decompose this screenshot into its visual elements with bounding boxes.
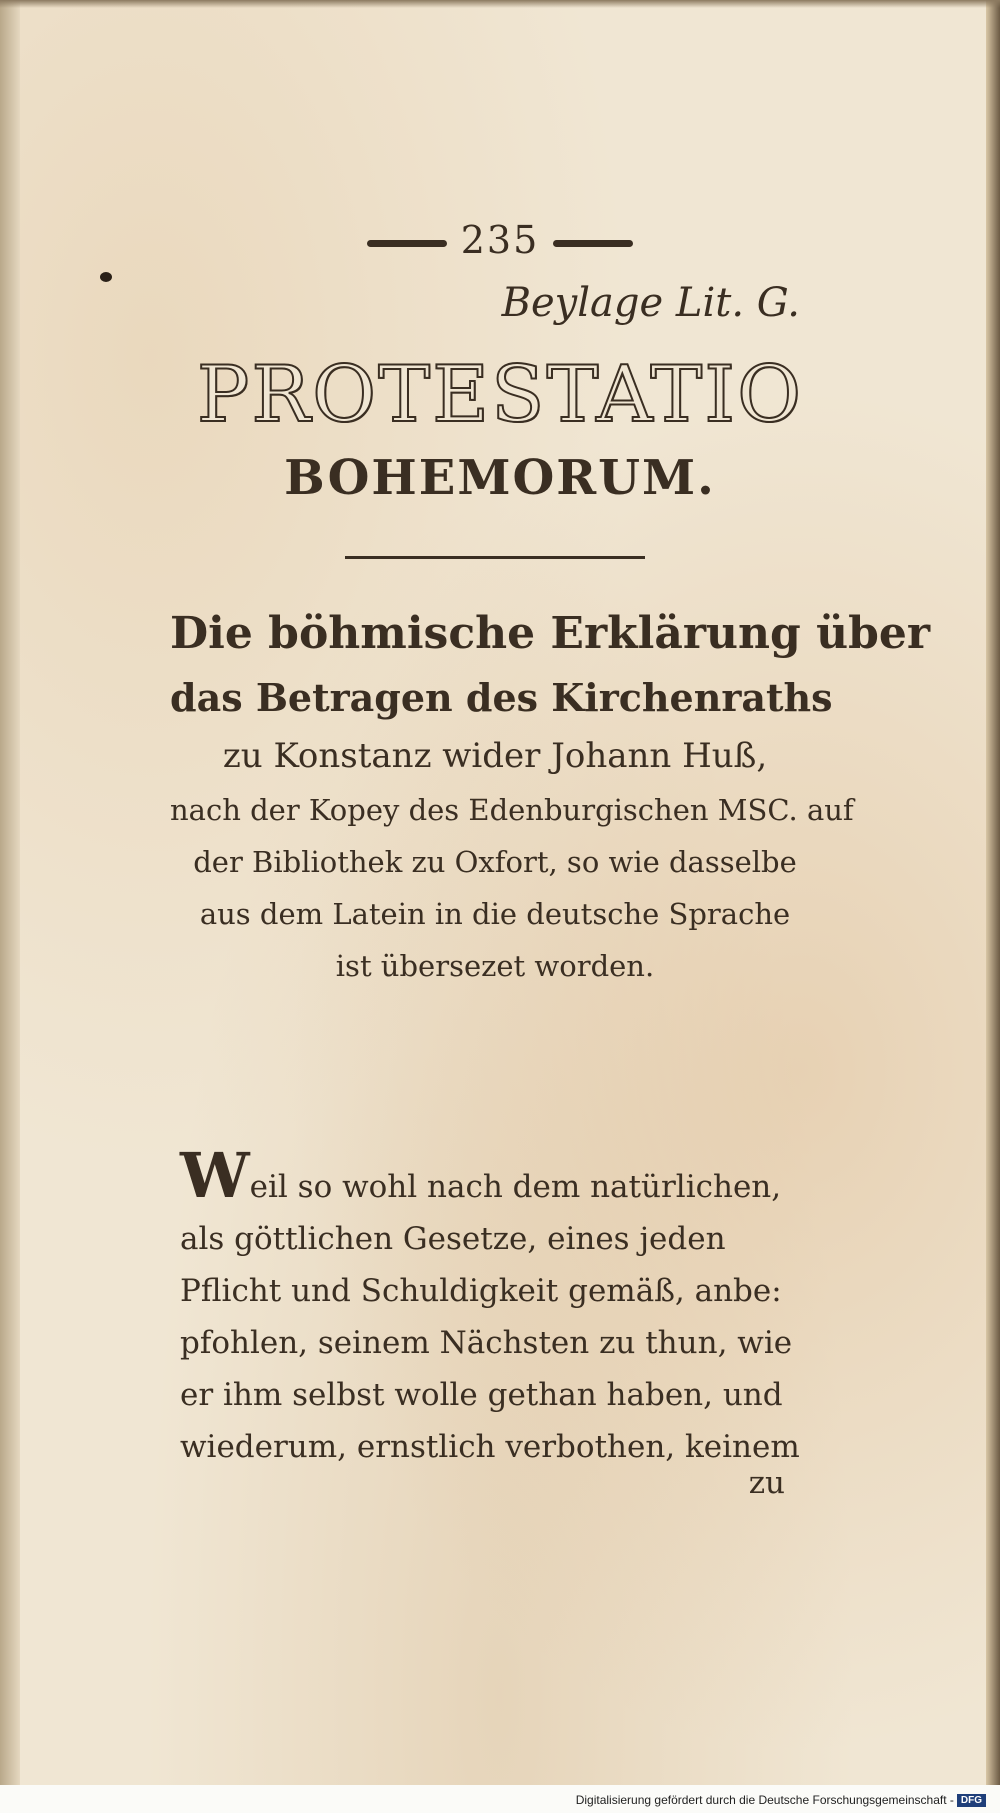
heading-line-4: nach der Kopey des Edenburgischen MSC. auf: [170, 793, 854, 827]
title-divider: [345, 556, 645, 559]
digitization-credit: [576, 1793, 986, 1807]
folio-ornament-left: [367, 240, 447, 247]
body-line-1: [180, 1139, 820, 1213]
heading-block: [170, 600, 931, 992]
heading-line-6: aus dem Latein in die deutsche Sprache: [199, 897, 791, 931]
heading-line-1: Die böhmische Erklärung über: [170, 608, 931, 659]
title-bohemorum: BOHEMORUM.: [284, 450, 716, 506]
title-protestatio: PROTESTATIO: [196, 350, 804, 440]
body-line-3: Pflicht und Schuldigkeit gemäß, anbe:: [180, 1273, 782, 1309]
dfg-logo: DFG: [957, 1794, 986, 1807]
body-line-5: er ihm selbst wolle gethan haben, und: [180, 1377, 783, 1413]
appendix-label: Beylage Lit. G.: [501, 280, 800, 326]
page-edge: [986, 0, 1000, 1785]
catchword: zu: [748, 1465, 785, 1501]
body-line-2: als göttlichen Gesetze, eines jeden: [180, 1221, 726, 1257]
page-gutter: [0, 0, 20, 1785]
heading-line-5: der Bibliothek zu Oxfort, so wie dasselbe: [193, 845, 797, 879]
page-number-line: [0, 218, 1000, 262]
page-number: 235: [460, 218, 540, 262]
body-line-1-text: eil so wohl nach dem natürlichen,: [249, 1169, 782, 1205]
body-text: [180, 1139, 820, 1473]
credit-text: Digitalisierung gefördert durch die Deutsche Forschungsgemeinschaft -: [575, 1793, 954, 1807]
heading-line-3: zu Konstanz wider Johann Huß,: [222, 736, 768, 776]
heading-line-7: ist übersezet worden.: [335, 949, 655, 983]
drop-initial: W: [180, 1139, 250, 1212]
page-top-edge: [0, 0, 1000, 8]
folio-ornament-right: [553, 240, 633, 247]
body-line-4: pfohlen, seinem Nächsten zu thun, wie: [180, 1325, 793, 1361]
ink-speck: [100, 272, 112, 282]
body-line-6: wiederum, ernstlich verbothen, keinem: [180, 1429, 800, 1465]
heading-line-2: das Betragen des Kirchenraths: [170, 675, 833, 720]
